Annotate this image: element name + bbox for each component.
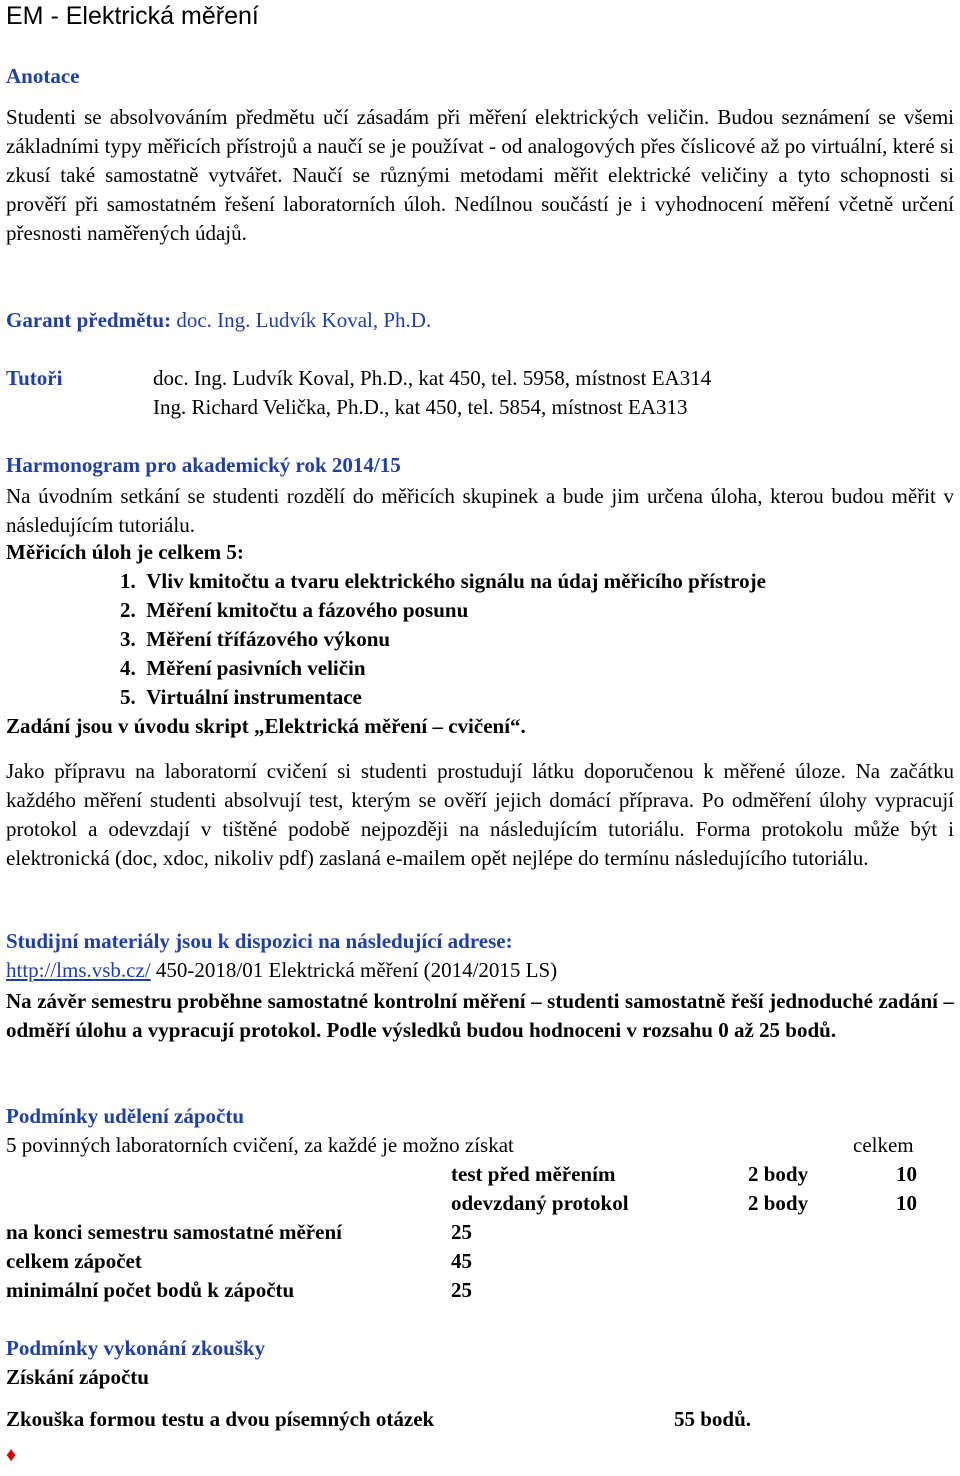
anotace-text: Studenti se absolvováním předmětu učí zásadám při měření elektrických veličin. Budou seznámení se všemi základními typy měřicích přístrojů a naučí se je používat - od analogových přes číslicové až po virtuální, které si zkusí také samostatně vytvářet. Naučí se různými metodami měřit elektrické veličiny a tyto schopnosti si prověří při samostatném řešení laboratorních úloh. Nedílnou součástí je i vyhodnocení měření včetně určení přesnosti naměřených údajů.	[6, 105, 954, 245]
zkouska-exam-points: 55 bodů.	[674, 1407, 752, 1431]
garant-label: Garant předmětu:	[6, 308, 172, 332]
bullet-diamond-icon: ♦	[6, 1444, 17, 1466]
materialy-heading: Studijní materiály jsou k dispozici na následující adrese:	[6, 929, 513, 953]
zkouska-heading: Podmínky vykonání zkoušky	[6, 1336, 266, 1360]
task-text: Vliv kmitočtu a tvaru elektrického signálu na údaj měřicího přístroje	[146, 569, 766, 593]
task-count-label: Měřicích úloh je celkem 5:	[6, 540, 244, 564]
zadani-note: Zadání jsou v úvodu skript „Elektrická měření – cvičení“.	[6, 714, 526, 738]
zapocet-heading: Podmínky udělení zápočtu	[6, 1104, 245, 1128]
course-name: 450-2018/01 Elektrická měření (2014/2015 LS)	[155, 958, 558, 982]
summary-value: 25	[451, 1278, 472, 1302]
task-number: 4.	[120, 656, 136, 680]
celkem-header: celkem	[853, 1133, 914, 1157]
task-text: Měření kmitočtu a fázového posunu	[146, 598, 469, 622]
task-item	[120, 627, 390, 652]
summary-label: na konci semestru samostatné měření	[6, 1220, 342, 1244]
summary-value: 45	[451, 1249, 472, 1273]
points-row-label: odevzdaný protokol	[451, 1191, 629, 1215]
zapocet-intro: 5 povinných laboratorních cvičení, za každé je možno získat	[6, 1133, 514, 1157]
zaver-text: Na závěr semestru proběhne samostatné kontrolní měření – studenti samostatně řeší jednoduché zadání – odměří úlohu a vypracují protokol. Podle výsledků budou hodnoceni v rozsahu 0 až 25 bodů.	[6, 989, 954, 1042]
task-number: 3.	[120, 627, 136, 651]
task-number: 2.	[120, 598, 136, 622]
points-row-body: 2 body	[748, 1162, 809, 1186]
page-title: EM - Elektrická měření	[6, 2, 259, 30]
points-row-celkem: 10	[896, 1162, 917, 1186]
points-row-celkem: 10	[896, 1191, 917, 1215]
task-text: Virtuální instrumentace	[146, 685, 362, 709]
summary-label: celkem zápočet	[6, 1249, 142, 1273]
priprava-text: Jako přípravu na laboratorní cvičení si studenti prostudují látku doporučenou k měřené úloze. Na začátku každého měření studenti absolvují test, kterým se ověří jejich domácí příprava. Po odměření úlohy vypracují protokol a odevzdají v tištěné podobě nejpozději na následujícím tutoriálu. Forma protokolu může být i elektronická (doc, xdoc, nikoliv pdf) zaslaná e-mailem opět nejlépe do termínu následujícího tutoriálu.	[6, 759, 954, 870]
summary-value: 25	[451, 1220, 472, 1244]
anotace-heading: Anotace	[6, 64, 80, 88]
task-item	[120, 569, 766, 594]
task-item	[120, 598, 468, 623]
harmonogram-heading: Harmonogram pro akademický rok 2014/15	[6, 453, 401, 477]
points-row-label: test před měřením	[451, 1162, 616, 1186]
garant-row	[6, 308, 431, 333]
tutori-label: Tutoři	[6, 366, 63, 390]
zkouska-exam-label: Zkouška formou testu a dvou písemných otázek	[6, 1407, 435, 1431]
zkouska-line: Získání zápočtu	[6, 1365, 149, 1389]
harmonogram-intro: Na úvodním setkání se studenti rozdělí do měřicích skupinek a bude jim určena úloha, kterou budou měřit v následujícím tutoriálu.	[6, 484, 954, 537]
tutor-line: doc. Ing. Ludvík Koval, Ph.D., kat 450, tel. 5958, místnost EA314	[153, 366, 712, 390]
summary-label: minimální počet bodů k zápočtu	[6, 1278, 295, 1302]
points-row-body: 2 body	[748, 1191, 809, 1215]
tutor-line: Ing. Richard Velička, Ph.D., kat 450, tel. 5854, místnost EA313	[153, 395, 688, 419]
task-item	[120, 656, 366, 681]
task-number: 5.	[120, 685, 136, 709]
task-text: Měření třífázového výkonu	[146, 627, 391, 651]
lms-link[interactable]: http://lms.vsb.cz/	[6, 958, 151, 982]
task-text: Měření pasivních veličin	[146, 656, 366, 680]
materialy-link-row	[6, 958, 557, 983]
garant-name: doc. Ing. Ludvík Koval, Ph.D.	[176, 308, 432, 332]
task-item	[120, 685, 362, 710]
task-number: 1.	[120, 569, 136, 593]
